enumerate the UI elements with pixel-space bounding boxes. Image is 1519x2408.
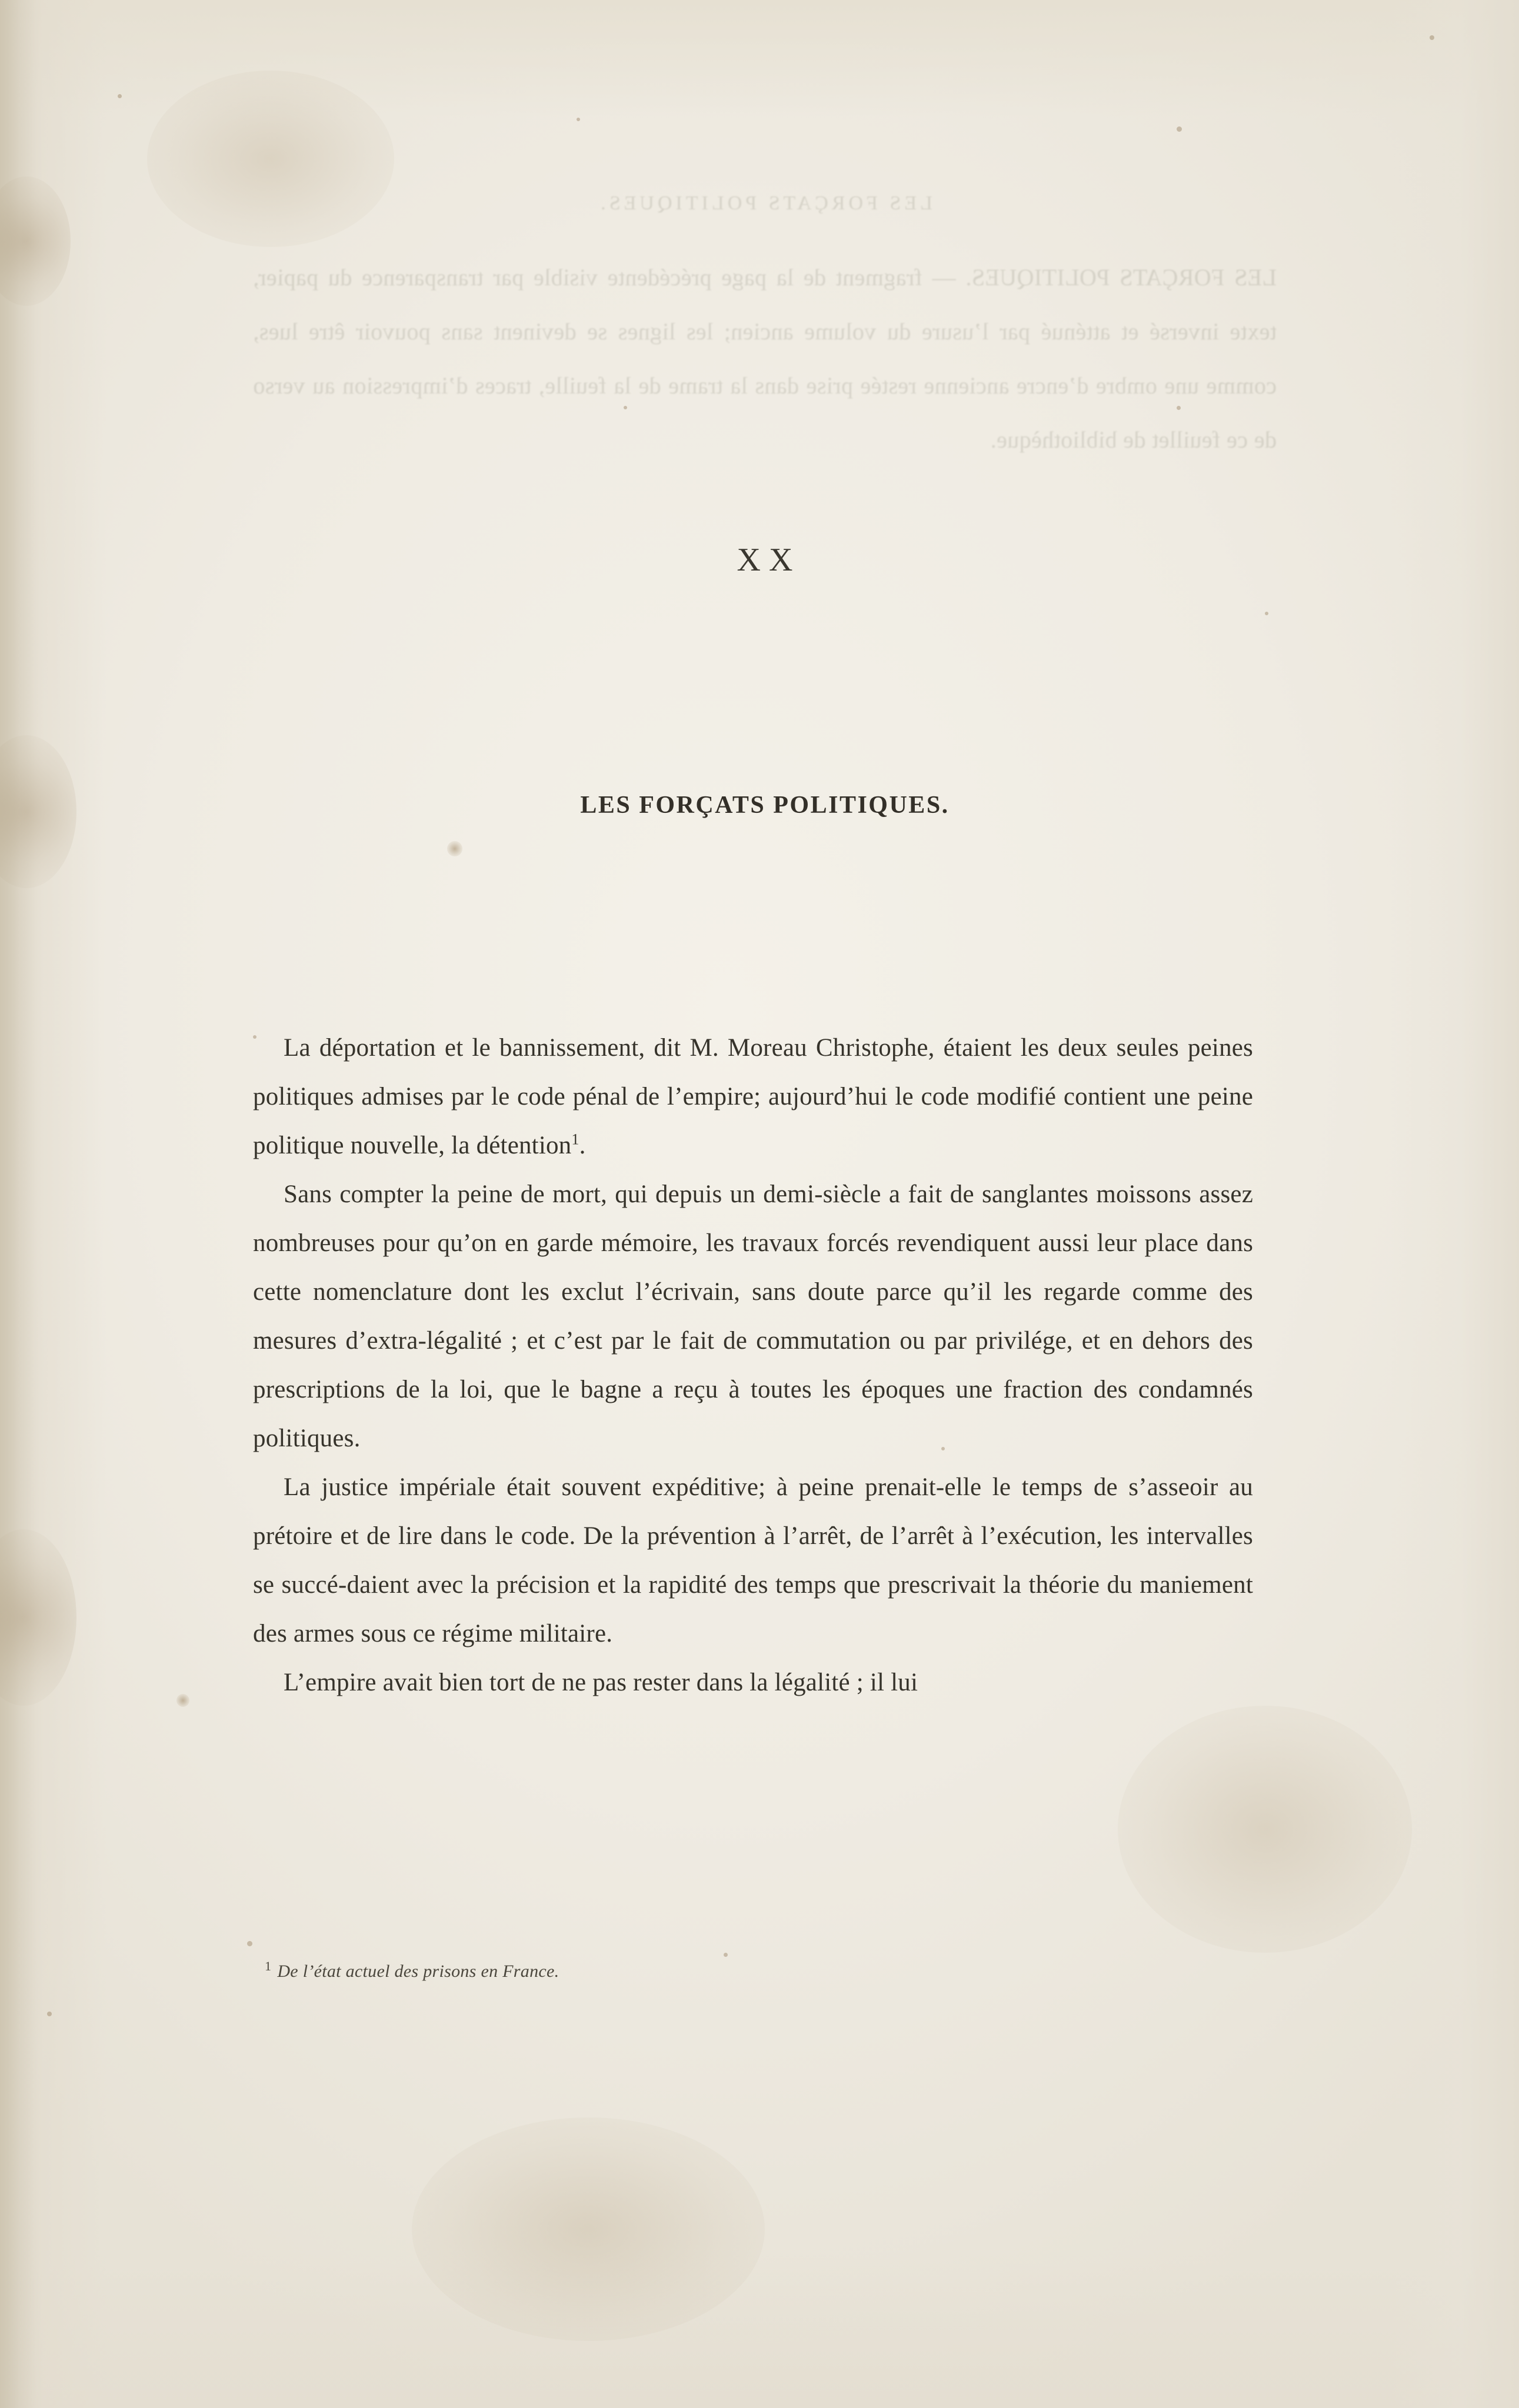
footnote-reference-marker: 1: [571, 1130, 579, 1148]
chapter-title: LES FORÇATS POLITIQUES.: [580, 792, 950, 819]
paper-speck: [577, 118, 580, 121]
paper-speck: [247, 1941, 252, 1946]
paper-speck: [1177, 406, 1181, 410]
paper-speck: [624, 406, 627, 409]
paper-speck: [176, 1694, 189, 1707]
page-content: [253, 0, 1277, 2408]
paper-speck: [1177, 126, 1182, 132]
paper-left-edge-wear: [0, 0, 35, 2408]
paper-speck: [941, 1447, 945, 1450]
paper-speck: [447, 841, 462, 856]
ghost-body: LES FORÇATS POLITIQUES. — fragment de la page précédente visible par transparence du papier, texte inversé et atténué par l’usure du volume ancien; les lignes se devinent sans pouvoir être lues, comme une ombre d’encre ancienne restée prise dans la trame de la feuille, traces d’impression au verso de ce feuillet de bibliothèque.: [253, 264, 1277, 453]
footnote-marker: 1: [265, 1959, 272, 1973]
paper-speck: [724, 1953, 728, 1957]
paper-speck: [47, 2012, 52, 2016]
paragraph-2: Sans compter la peine de mort, qui depuis un demi-siècle a fait de sanglantes moissons assez nombreuses pour qu’on en garde mémoire, les travaux forcés revendiquent aussi leur place dans cette nomenclature dont les exclut l’écrivain, sans doute parce qu’il les regarde comme des mesures d’extra-légalité ; et c’est par le fait de commutation ou par privilége, et en dehors des prescriptions de la loi, que le bagne a reçu à toutes les époques une fraction des condamnés politiques.: [253, 1180, 1253, 1452]
paragraph-4: L’empire avait bien tort de ne pas rester dans la légalité ; il lui: [284, 1669, 918, 1696]
paper-speck: [253, 1035, 257, 1039]
chapter-number: XX: [737, 542, 801, 578]
body-text: [253, 1023, 1253, 1707]
paper-speck: [1265, 612, 1268, 615]
paper-right-shading: [1390, 0, 1519, 2408]
footnote-text: De l’état actuel des prisons en France.: [277, 1962, 559, 1981]
paragraph-3: La justice impériale était souvent expéditive; à peine prenait-elle le temps de s’asseoir au prétoire et de lire dans le code. De la prévention à l’arrêt, de l’arrêt à l’exécution, les intervalles se succé-daient avec la précision et la rapidité des temps que prescrivait la théorie du maniement des armes sous ce régime militaire.: [253, 1473, 1253, 1647]
paragraph-1-text: La déportation et le bannissement, dit M. Moreau Christophe, étaient les deux seules peines politiques admises par le code pénal de l’empire; aujourd’hui le code modifié contient une peine politique nouvelle, la détention: [253, 1034, 1253, 1159]
paper-speck: [1430, 35, 1434, 40]
footnote: [265, 1959, 559, 1982]
paragraph-1: La déportation et le bannissement, dit M. Moreau Christophe, étaient les deux seules peines politiques admises par le code pénal de l’empire; aujourd’hui le code modifié contient une peine politique nouvelle, la détention$^1$.: [253, 1034, 1253, 1159]
paper-speck: [118, 94, 122, 98]
ghost-title: LES FORÇATS POLITIQUES.: [597, 192, 932, 214]
